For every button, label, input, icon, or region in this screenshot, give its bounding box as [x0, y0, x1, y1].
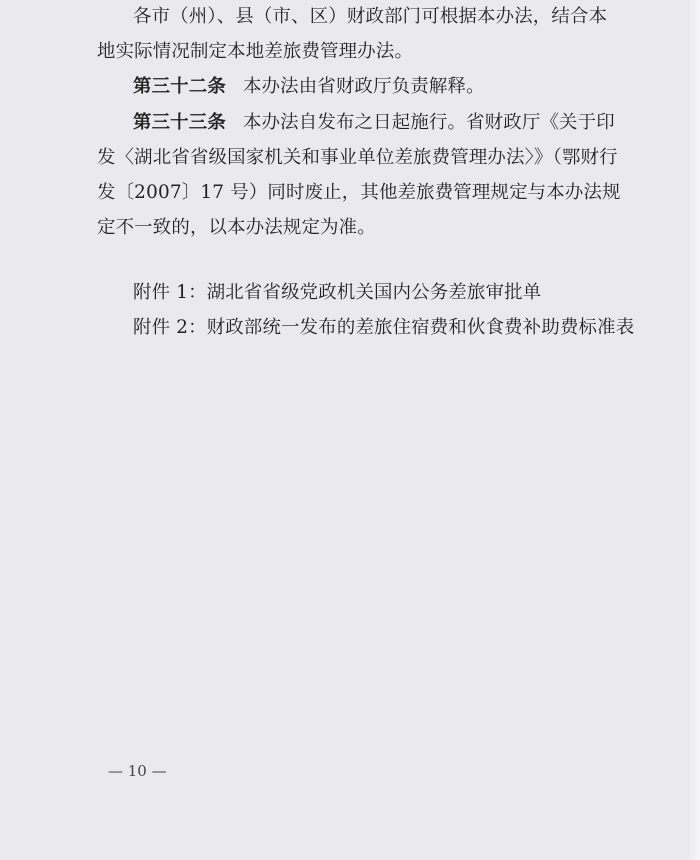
article-32-text: 本办法由省财政厅负责解释。 — [243, 76, 485, 97]
article-33-text-line-2: 发〈湖北省省级国家机关和事业单位差旅费管理办法〉》（鄂财行 — [97, 147, 618, 168]
page-number: — 10 — — [108, 762, 167, 780]
attachment-1: 附件 1：湖北省省级党政机关国内公务差旅审批单 — [133, 282, 542, 303]
article-33-text-line-4: 定不一致的，以本办法规定为准。 — [97, 217, 376, 238]
paragraph-1-line-2: 地实际情况制定本地差旅费管理办法。 — [97, 41, 414, 62]
paragraph-1-line-1: 各市（州）、县（市、区）财政部门可根据本办法，结合本 — [133, 6, 608, 27]
article-33-text-line-3: 发〔2007〕17 号）同时废止，其他差旅费管理规定与本办法规 — [97, 182, 621, 203]
article-32-heading: 第三十二条 — [133, 76, 226, 97]
article-33-text-line-1: 本办法自发布之日起施行。省财政厅《关于印 — [243, 112, 615, 133]
attachment-2: 附件 2：财政部统一发布的差旅住宿费和伙食费补助费标准表 — [133, 317, 635, 338]
article-33-heading: 第三十三条 — [133, 112, 226, 133]
